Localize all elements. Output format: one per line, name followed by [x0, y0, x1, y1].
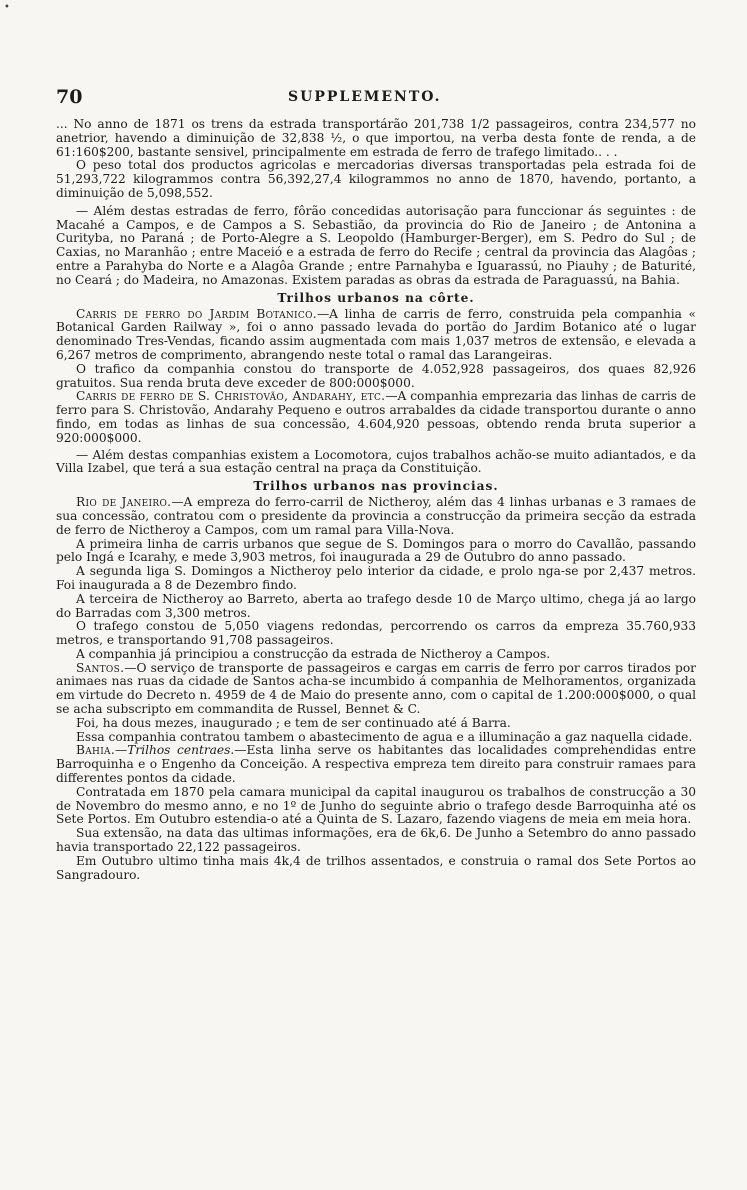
paragraph-bahia [56, 744, 696, 785]
page-number: 70 [56, 86, 83, 108]
paragraph-santos-water-gas: Essa companhia contratou tambem o abastecimento de agua e a illuminação a gaz naquella cidade. [76, 729, 693, 744]
text-rio-de-janeiro: —A empreza do ferro-carril de Nictheroy, além das 4 linhas urbanas e 3 ramaes de sua concessão, contratou com o presidente da provincia a construcção da primeira secção da estrada de ferro de Nictheroy a Campos, com um ramal para Villa-Nova. [56, 495, 696, 537]
paragraph-third-line: A terceira de Nictheroy ao Barreto, aberta ao trafego desde 10 de Março ultimo, chega já ao largo do Barradas com 3,300 metros. [56, 591, 696, 620]
page-header [56, 86, 696, 110]
paragraph-bahia-october: Em Outubro ultimo tinha mais 4k,4 de trilhos assentados, e construia o ramal dos Sete Portos ao Sangradouro. [56, 853, 696, 882]
paragraph-second-line: A segunda liga S. Domingos a Nictheroy pelo interior da cidade, e prolo nga-se por 2,437 metros. Foi inaugurada a 8 de Dezembro findo. [56, 564, 696, 592]
page-edge-mark: • [4, 2, 10, 13]
text-santos: —O serviço de transporte de passageiros e cargas em carris de ferro por carros tirados por animaes nas ruas da cidade de Santos acha-se incumbido á companhia de Melhoramentos, organizada em virtude do Decreto n. 4959 de 4 de Maio do presente anno, com o capital de 1.200:000$000, o qual se acha subscripto em commandita de Russel, Bennet & C. [56, 660, 696, 717]
text-jardim-botanico: —A linha de carris de ferro, construida pela companhia « Botanical Garden Railway », foi o anno passado levada do portão do Jardim Botanico até o lugar denominado Tres-Vendas, ficando assim augmentada com mais 1,037 metros de extensão, e elevada a 6,267 metros de comprimento, abrangendo neste total o ramal das Larangeiras. [56, 306, 697, 362]
paragraph-botanico-traffic: O trafico da companhia constou do transporte de 4.052,928 passageiros, dos quaes 82,926 gratuitos. Sua renda bruta deve exceder de 800:000$000. [56, 361, 696, 390]
paragraph-jardim-botanico [56, 308, 696, 363]
paragraph-bahia-extension: Sua extensão, na data das ultimas informações, era de 6k,6. De Junho a Setembro do anno passado havia transportado 22,122 passageiros. [56, 826, 696, 855]
section-heading-provincias: Trilhos urbanos nas provincias. [253, 479, 499, 494]
document-page [56, 86, 696, 882]
text-bahia: —Esta linha serve os habitantes das localidades comprehendidas entre Barroquinha e o Engenho da Conceição. A respectiva empreza tem direito para construir ramaes para differentes pontos da cidade. [56, 743, 696, 786]
paragraph-rio-de-janeiro [56, 496, 696, 537]
paragraph-bahia-contract: Contratada em 1870 pela camara municipal da capital inaugurou os trabalhos de construcção a 30 de Novembro do mesmo anno, e no 1º de Junho do seguinte abrio o trafego desde Barroquinha até os Sete Portos. Em Outubro estendia-o até a Quinta de S. Lazaro, fazendo viagens de meia em meia hora. [56, 784, 696, 827]
paragraph-first-line: A primeira linha de carris urbanos que segue de S. Domingos para o morro do Cavallão, passando pelo Ingá e Icarahy, e mede 3,903 metros, foi inaugurada a 29 de Outubro do anno passado. [56, 536, 696, 565]
lead-rio-de-janeiro: Rio de Janeiro. [76, 495, 172, 510]
paragraph-passenger-traffic: ... No anno de 1871 os trens da estrada transportárão 201,738 1/2 passageiros, contra 234,577 no anetrior, havendo a diminuição de 32,838 ½, o que importou, na verba desta fonte de renda, a de 61:160$200, bastante sensivel, principalmente em estrada de ferro de trafego limitado.. . . [56, 117, 696, 159]
paragraph-other-companies: — Além destas companhias existem a Locomotora, cujos trabalhos achão-se muito adiantados, e da Villa Izabel, que terá a sua estação central na praça da Constituição. [56, 447, 696, 476]
lead-sao-christovao: Carris de ferro de S. Christovão, Andarahy, etc. [76, 389, 386, 404]
paragraph-santos-inauguration: Foi, ha dous mezes, inaugurado ; e tem de ser continuado até á Barra. [76, 715, 511, 730]
paragraph-sao-christovao [56, 390, 696, 445]
paragraph-concessions: — Além destas estradas de ferro, fôrão concedidas autorisação para funccionar ás seguintes : de Macahé a Campos, e de Campos a S. Sebastião, da provincia do Rio de Janeiro ; de Antonina a Curityba, no Paraná ; de Porto-Alegre a S. Leopoldo (Hamburger-Berger), em S. Pedro do Sul ; de Caxias, no Maranhão ; entre Maceió e a estrada de ferro do Recife ; central da provincia das Alagôas ; entre a Parahyba do Norte e a Alagôa Grande ; entre Parnahyba e Iguarassú, no Piauhy ; de Baturité, no Ceará ; do Madeira, no Amazonas. Existem paradas as obras da estrada de Paraguassú, na Bahia. [56, 203, 696, 287]
running-title: SUPPLEMENTO. [288, 89, 442, 105]
paragraph-campos-construction: A companhia já principiou a construcção da estrada de Nictheroy a Campos. [76, 646, 551, 661]
lead-jardim-botanico: Carris de ferro do Jardim Botanico. [76, 306, 317, 321]
paragraph-nictheroy-traffic: O trafego constou de 5,050 viagens redondas, percorrendo os carros da empreza 35.760,933 metros, e transportando 91,708 passageiros. [56, 619, 696, 648]
lead-santos: Santos. [76, 660, 125, 675]
italic-trilhos-centraes: —Trilhos centraes. [115, 743, 235, 758]
paragraph-freight-weight: O peso total dos productos agricolas e mercadorias diversas transportadas pela estrada foi de 51,293,722 kilogrammos contra 56,392,27,4 kilogrammos no anno de 1870, havendo, portanto, a diminuição de 5,098,552. [56, 158, 696, 200]
section-heading-corte: Trilhos urbanos na côrte. [277, 290, 475, 305]
lead-bahia: Bahia. [76, 743, 116, 758]
paragraph-santos [56, 662, 696, 717]
text-sao-christovao: —A companhia emprezaria das linhas de carris de ferro para S. Christovão, Andarahy Pequeno e outros arrabaldes da cidade transportou durante o anno findo, em todas as linhas de sua concessão, 4.604,920 pessoas, obtendo renda bruta superior a 920:000$000. [56, 389, 697, 445]
